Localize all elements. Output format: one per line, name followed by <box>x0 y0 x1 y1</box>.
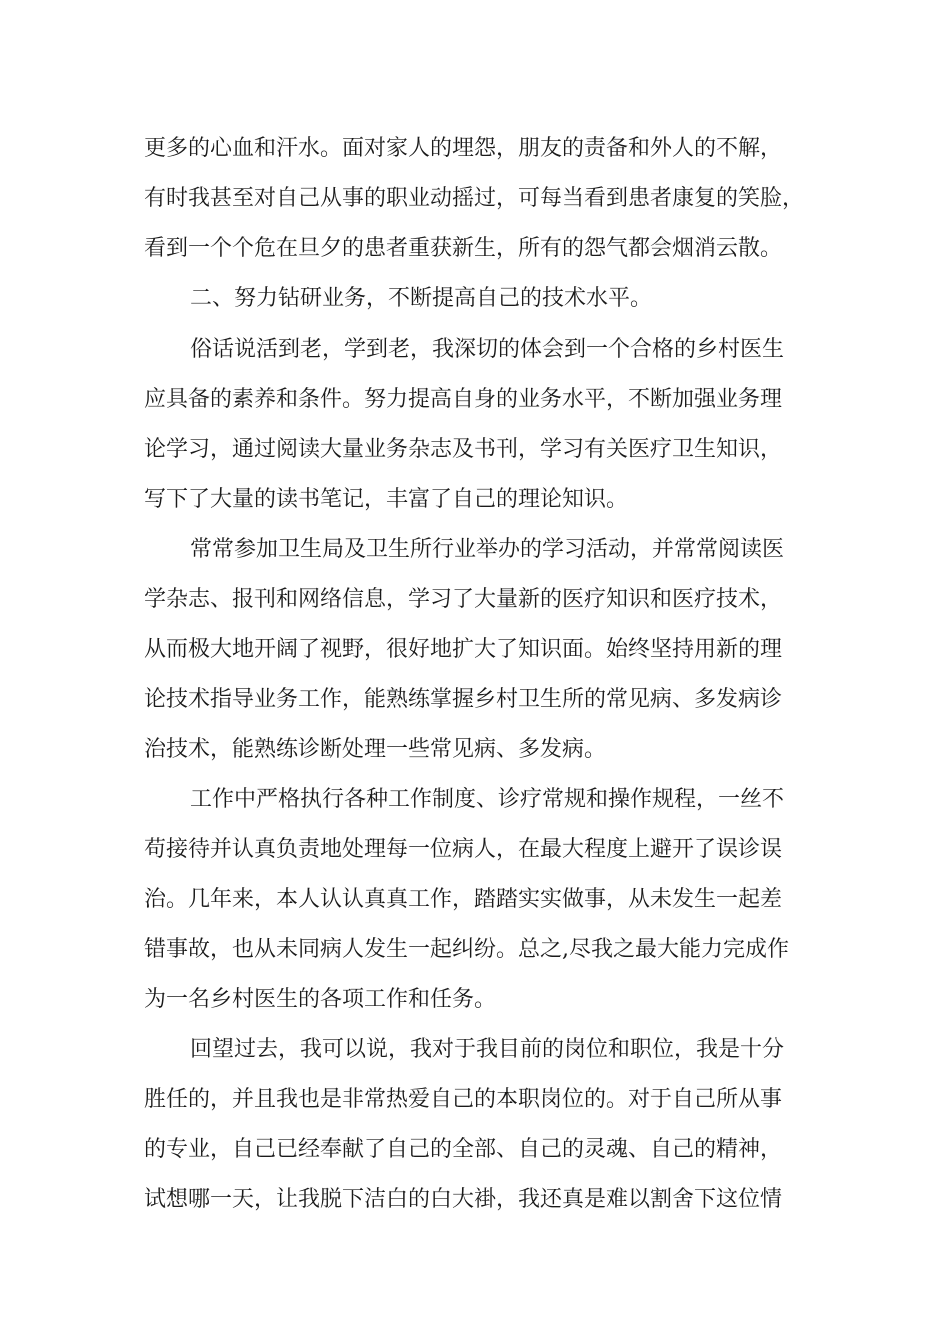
text-line: 工作中严格执行各种工作制度、诊疗常规和操作规程，一丝不 <box>190 787 785 812</box>
text-line: 俗话说活到老，学到老，我深切的体会到一个合格的乡村医生 <box>190 337 785 362</box>
text-line: 应具备的素养和条件。努力提高自身的业务水平，不断加强业务理 <box>144 387 783 412</box>
text-line: 从而极大地开阔了视野，很好地扩大了知识面。始终坚持用新的理 <box>144 637 783 662</box>
text-line: 学杂志、报刊和网络信息，学习了大量新的医疗知识和医疗技术， <box>144 587 783 612</box>
text-line: 治。几年来，本人认认真真工作，踏踏实实做事，从未发生一起差 <box>144 887 783 912</box>
text-line: 常常参加卫生局及卫生所行业举办的学习活动，并常常阅读医 <box>190 537 785 562</box>
text-line: 看到一个个危在旦夕的患者重获新生，所有的怨气都会烟消云散。 <box>144 236 783 261</box>
section-heading: 二、努力钻研业务，不断提高自己的技术水平。 <box>190 286 653 311</box>
text-line: 治技术，能熟练诊断处理一些常见病、多发病。 <box>144 737 607 762</box>
text-line: 试想哪一天，让我脱下洁白的白大褂，我还真是难以割舍下这位情 <box>144 1187 783 1212</box>
text-line: 错事故，也从未同病人发生一起纠纷。总之,尽我之最大能力完成作 <box>144 937 789 962</box>
text-line: 写下了大量的读书笔记，丰富了自己的理论知识。 <box>144 487 629 512</box>
text-line: 苟接待并认真负责地处理每一位病人，在最大程度上避开了误诊误 <box>144 837 783 862</box>
text-line: 的专业，自己已经奉献了自己的全部、自己的灵魂、自己的精神， <box>144 1137 783 1162</box>
text-line: 论技术指导业务工作，能熟练掌握乡村卫生所的常见病、多发病诊 <box>144 687 783 712</box>
text-line: 有时我甚至对自己从事的职业动摇过，可每当看到患者康复的笑脸， <box>144 186 805 211</box>
text-line: 回望过去，我可以说，我对于我目前的岗位和职位，我是十分 <box>190 1037 785 1062</box>
text-line: 更多的心血和汗水。面对家人的埋怨，朋友的责备和外人的不解， <box>144 136 783 161</box>
text-line: 论学习，通过阅读大量业务杂志及书刊，学习有关医疗卫生知识， <box>144 437 783 462</box>
text-line: 胜任的，并且我也是非常热爱自己的本职岗位的。对于自己所从事 <box>144 1087 783 1112</box>
text-line: 为一名乡村医生的各项工作和任务。 <box>144 987 497 1012</box>
